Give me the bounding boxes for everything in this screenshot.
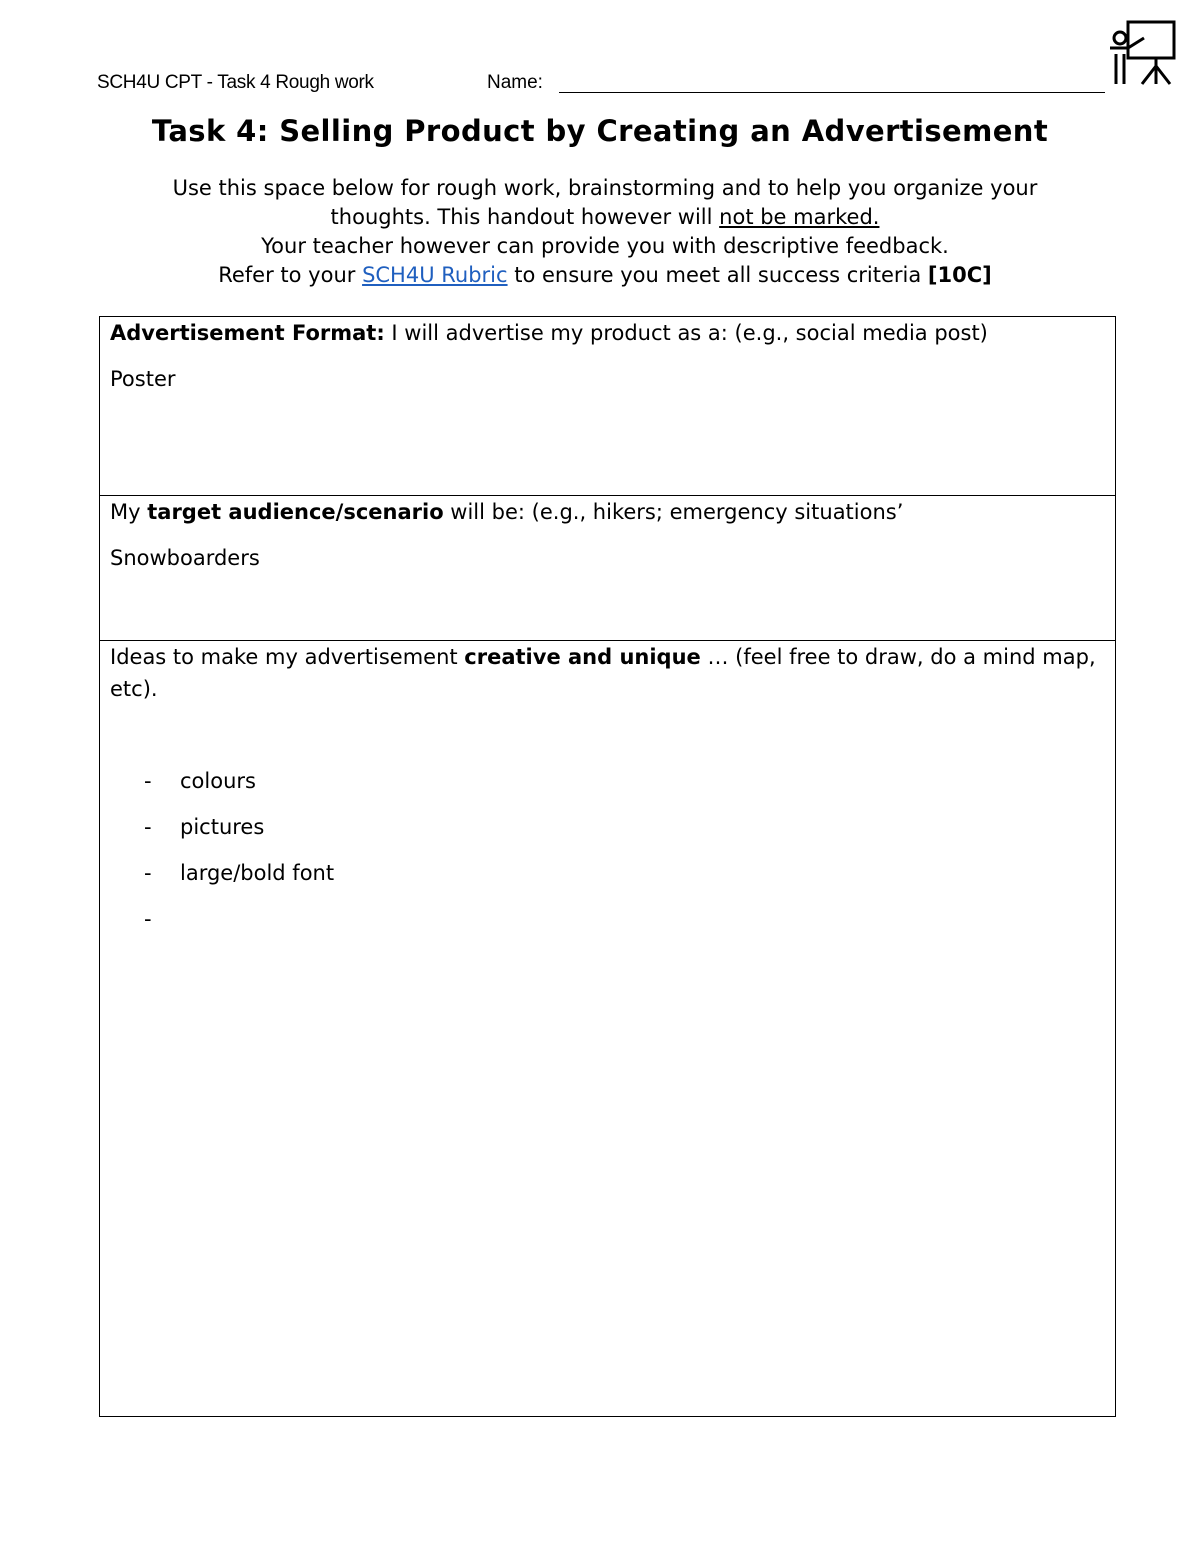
list-item[interactable] (144, 811, 1105, 843)
ideas-prompt (110, 641, 1105, 705)
list-item[interactable] (144, 903, 1105, 935)
name-label: Name: (487, 72, 543, 93)
rough-work-table (99, 316, 1116, 1417)
ideas-prompt-text: … (feel free to draw, do a mind map, etc). (110, 645, 1096, 701)
dash-bullet: - (144, 907, 152, 931)
format-prompt-text: I will advertise my product as a: (e.g., social media post) (384, 321, 988, 345)
course-label: SCH4U CPT - Task 4 Rough work (97, 72, 374, 93)
ideas-label: creative and unique (464, 645, 701, 669)
format-prompt (110, 317, 1105, 349)
list-item-text: pictures (180, 815, 265, 839)
page-header (97, 70, 1107, 100)
table-row-ideas (100, 641, 1116, 1417)
audience-prompt-text: will be: (e.g., hikers; emergency situations’ (443, 500, 904, 524)
format-answer[interactable]: Poster (110, 367, 176, 391)
not-marked-text: not be marked. (719, 205, 880, 229)
dash-bullet: - (144, 769, 152, 793)
list-item[interactable] (144, 765, 1105, 797)
audience-answer[interactable]: Snowboarders (110, 546, 260, 570)
dash-bullet: - (144, 815, 152, 839)
intro-line-4 (100, 261, 1110, 290)
table-row-audience (100, 496, 1116, 641)
intro-text (100, 174, 1110, 290)
audience-prompt (110, 496, 1105, 528)
intro-line-3: Your teacher however can provide you with descriptive feedback. (261, 234, 949, 258)
page-title: Task 4: Selling Product by Creating an Advertisement (151, 114, 1049, 148)
audience-cell[interactable] (100, 496, 1116, 641)
list-item[interactable] (144, 857, 1105, 889)
format-label: Advertisement Format: (110, 321, 385, 345)
ideas-prompt-pre: Ideas to make my advertisement (110, 645, 465, 669)
list-item-text: colours (180, 769, 256, 793)
format-cell[interactable] (100, 317, 1116, 496)
intro-line-2-text: thoughts. This handout however will (330, 205, 720, 229)
intro-line-4-mid: to ensure you meet all success criteria (507, 263, 928, 287)
intro-line-4-pre: Refer to your (218, 263, 363, 287)
intro-line-2 (100, 203, 1110, 232)
table-row-format (100, 317, 1116, 496)
name-blank-line (559, 92, 1105, 93)
rubric-link[interactable]: SCH4U Rubric (362, 263, 508, 287)
teacher-presentation-icon (1106, 18, 1178, 88)
audience-prompt-pre: My (110, 500, 148, 524)
ideas-cell[interactable] (100, 641, 1116, 1417)
ideas-list (110, 765, 1105, 935)
intro-line-1: Use this space below for rough work, brainstorming and to help you organize your (172, 176, 1038, 200)
dash-bullet: - (144, 861, 152, 885)
list-item-text: large/bold font (180, 861, 335, 885)
criteria-badge: [10C] (927, 263, 992, 287)
audience-label: target audience/scenario (147, 500, 444, 524)
